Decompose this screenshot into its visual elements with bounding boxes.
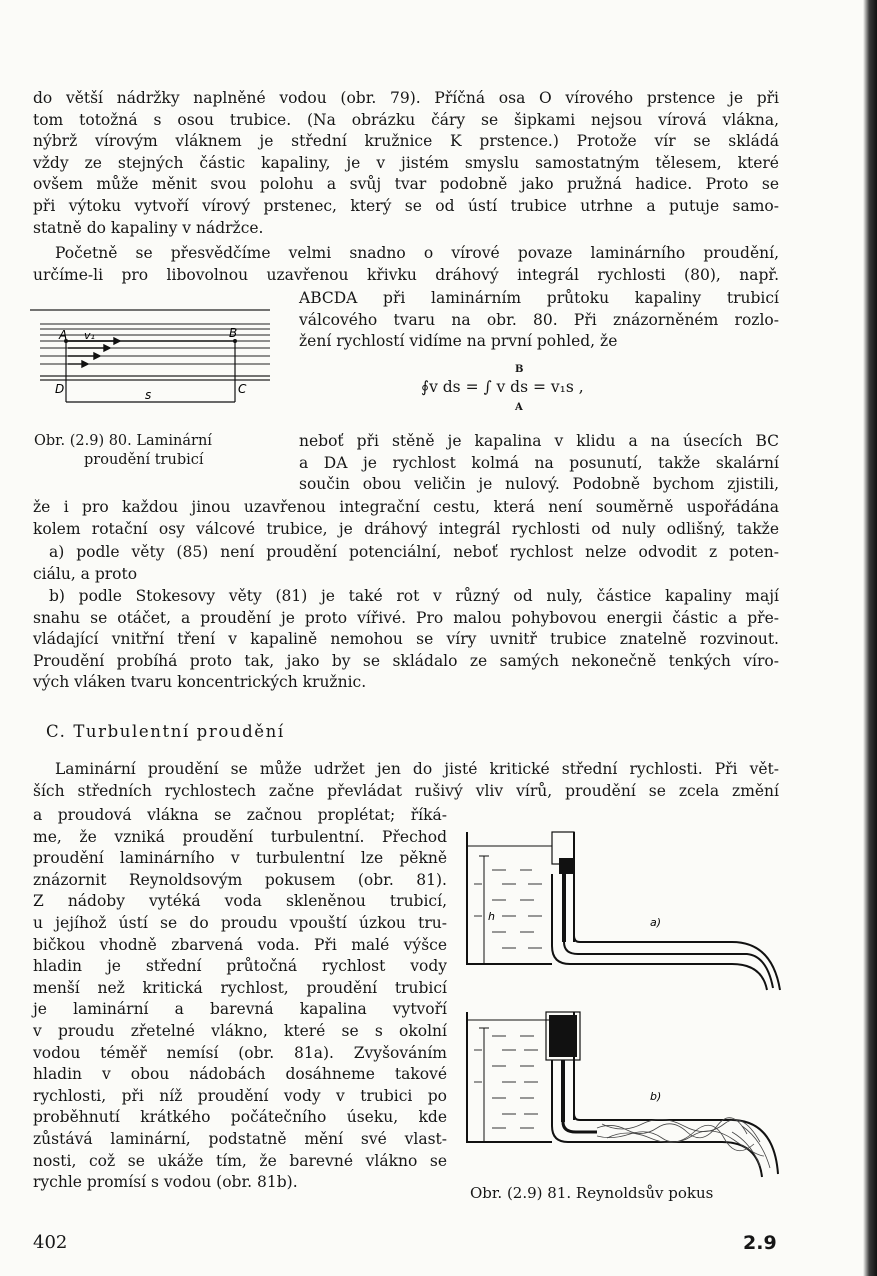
text-line: válcového tvaru na obr. 80. Při znázorněném rozlo- — [299, 310, 779, 329]
text-line: hladin je střední průtočná rychlost vody — [33, 957, 447, 976]
text-line: statně do kapaliny v nádržce. — [33, 218, 264, 237]
paragraph-laminar-intro — [33, 243, 779, 286]
text-line: Proudění probíhá proto tak, jako by se skládalo ze samých nekonečně tenkých víro- — [33, 651, 779, 670]
text-line: určíme-li pro libovolnou uzavřenou křivku dráhový integrál rychlosti (80), např. — [33, 265, 779, 284]
text-line: znázornit Reynoldsovým pokusem (obr. 81). — [33, 870, 447, 889]
caption-line: proudění trubicí — [84, 452, 204, 468]
text-line: zůstává laminární, podstatně mění své vlast- — [33, 1129, 447, 1148]
text-line: nýbrž vírovým vláknem je střední kružnice K prstence.) Protože vír se skládá — [33, 132, 779, 151]
text-line: proběhnutí krátkého počátečního úseku, kde — [33, 1108, 447, 1127]
paragraph-item-b — [33, 586, 779, 694]
text-line: ších středních rychlostech začne převládat rušivý vliv vírů, proudění se zcela změní — [33, 781, 779, 800]
paragraph-vortex-ring — [33, 88, 779, 239]
text-line: Početně se přesvědčíme velmi snadno o vírové povaze laminárního proudění, — [55, 244, 779, 262]
text-line: žení rychlostí vidíme na první pohled, že — [299, 332, 618, 351]
text-line: nosti, což se ukáže tím, že barevné vlákno se — [33, 1151, 447, 1170]
text-line: tom totožná s osou trubice. (Na obrázku čáry se šipkami nejsou vírová vlákna, — [33, 110, 779, 129]
paragraph-turbulent-intro — [33, 759, 779, 802]
text-line: proudění laminárního v turbulentní lze pěkně — [33, 849, 447, 868]
figure-80-caption — [34, 432, 212, 470]
text-line: a DA je rychlost kolmá na posunutí, takže skalární — [299, 453, 779, 472]
text-line: menší než kritická rychlost, proudění trubicí — [33, 978, 447, 997]
fig80-label-D: D — [55, 382, 65, 396]
text-line: vždy ze stejných částic kapaliny, je v jistém smyslu samostatným tělesem, které — [33, 153, 779, 172]
text-line: vládající vnitřní tření v kapalině nemohou se víry uvnitř trubice znatelně rozvinout. — [33, 630, 779, 649]
paragraph-abcda — [299, 288, 779, 353]
text-line: ovšem může měnit svou polohu a svůj tvar podobně jako pružná hadice. Proto se — [33, 175, 779, 194]
text-line: ciálu, a proto — [33, 564, 138, 583]
text-line: součin obou veličin je nulový. Podobně bychom zjistili, — [299, 475, 779, 494]
text-line: v proudu zřetelné vlákno, které se s okolní — [33, 1021, 447, 1040]
paragraph-item-a — [33, 542, 779, 585]
fig81-label-a: a) — [650, 916, 662, 929]
text-line: ABCDA při laminárním průtoku kapaliny trubicí — [299, 289, 779, 307]
text-line: při výtoku vytvoří vírový prstenec, který se od ústí trubice utrhne a putuje samo- — [33, 196, 779, 215]
text-line: do větší nádržky naplněné vodou (obr. 79). Příčná osa O vírového prstence je při — [33, 89, 779, 107]
fig80-label-B: B — [229, 326, 238, 340]
text-line: Z nádoby vytéká voda skleněnou trubicí, — [33, 892, 447, 911]
formula-upper-limit: B — [515, 364, 524, 375]
fig80-label-C: C — [238, 382, 247, 396]
text-line: rychlosti, při níž proudění vody v trubici po — [33, 1086, 447, 1105]
figure-81-reynolds-experiment — [462, 822, 782, 1182]
paragraph-neboť — [299, 431, 779, 496]
fig80-label-v1: v₁ — [84, 329, 95, 342]
page-number: 402 — [33, 1232, 68, 1253]
text-line: je laminární a barevná kapalina vytvoří — [33, 1000, 447, 1019]
page-edge-shadow — [863, 0, 877, 1276]
paragraph-reynolds — [33, 805, 447, 1194]
formula-body: ∮v ds = ∫ v ds = v₁s , — [421, 378, 584, 396]
text-line: Laminární proudění se může udržet jen do jisté kritické střední rychlosti. Při vět- — [55, 760, 779, 778]
text-line: hladin v obou nádobách dosáhneme takové — [33, 1065, 447, 1084]
text-line: bičkou vhodně zbarvená voda. Při malé výšce — [33, 935, 447, 954]
text-line: vých vláken tvaru koncentrických kružnic. — [33, 673, 367, 692]
text-line: u jejíhož ústí se do proudu vpouští úzkou tru- — [33, 913, 447, 932]
text-line: snahu se otáčet, a proudění je proto vířivé. Pro malou pohybovou energii částic a pře- — [33, 608, 779, 627]
text-line: b) podle Stokesovy věty (81) je také rot v různý od nuly, částice kapaliny mají — [49, 587, 779, 605]
text-line: me, že vzniká proudění turbulentní. Přechod — [33, 827, 447, 846]
text-line: a) podle věty (85) není proudění potenciální, neboť rychlost nelze odvodit z poten- — [49, 543, 779, 561]
fig81-panel-b — [467, 1012, 778, 1177]
text-line: že i pro každou jinou uzavřenou integrační cestu, která není souměrně uspořádána — [33, 498, 779, 516]
fig80-label-A: A — [59, 328, 68, 342]
paragraph-integration-path — [33, 497, 779, 540]
section-number: 2.9 — [743, 1232, 777, 1254]
fig80-label-s: s — [145, 388, 152, 402]
figure-81-caption: Obr. (2.9) 81. Reynoldsův pokus — [470, 1184, 714, 1202]
fig81-label-h: h — [488, 910, 495, 923]
text-line: kolem rotační osy válcové trubice, je dráhový integrál rychlosti od nuly odlišný, takže — [33, 519, 779, 538]
section-heading: C. Turbulentní proudění — [46, 722, 285, 741]
text-line: vodou téměř nemísí (obr. 81a). Zvyšováním — [33, 1043, 447, 1062]
text-line: a proudová vlákna se začnou proplétat; říká- — [33, 806, 447, 824]
text-line: neboť při stěně je kapalina v klidu a na úsecích BC — [299, 432, 779, 450]
formula-lower-limit: A — [515, 402, 523, 413]
figure-80-laminar-flow — [30, 308, 280, 408]
fig81-label-b: b) — [650, 1090, 662, 1103]
caption-line: Obr. (2.9) 80. Laminární — [34, 433, 212, 449]
text-line: rychle promísí s vodou (obr. 81b). — [33, 1173, 298, 1192]
fig81-panel-a — [467, 832, 780, 990]
